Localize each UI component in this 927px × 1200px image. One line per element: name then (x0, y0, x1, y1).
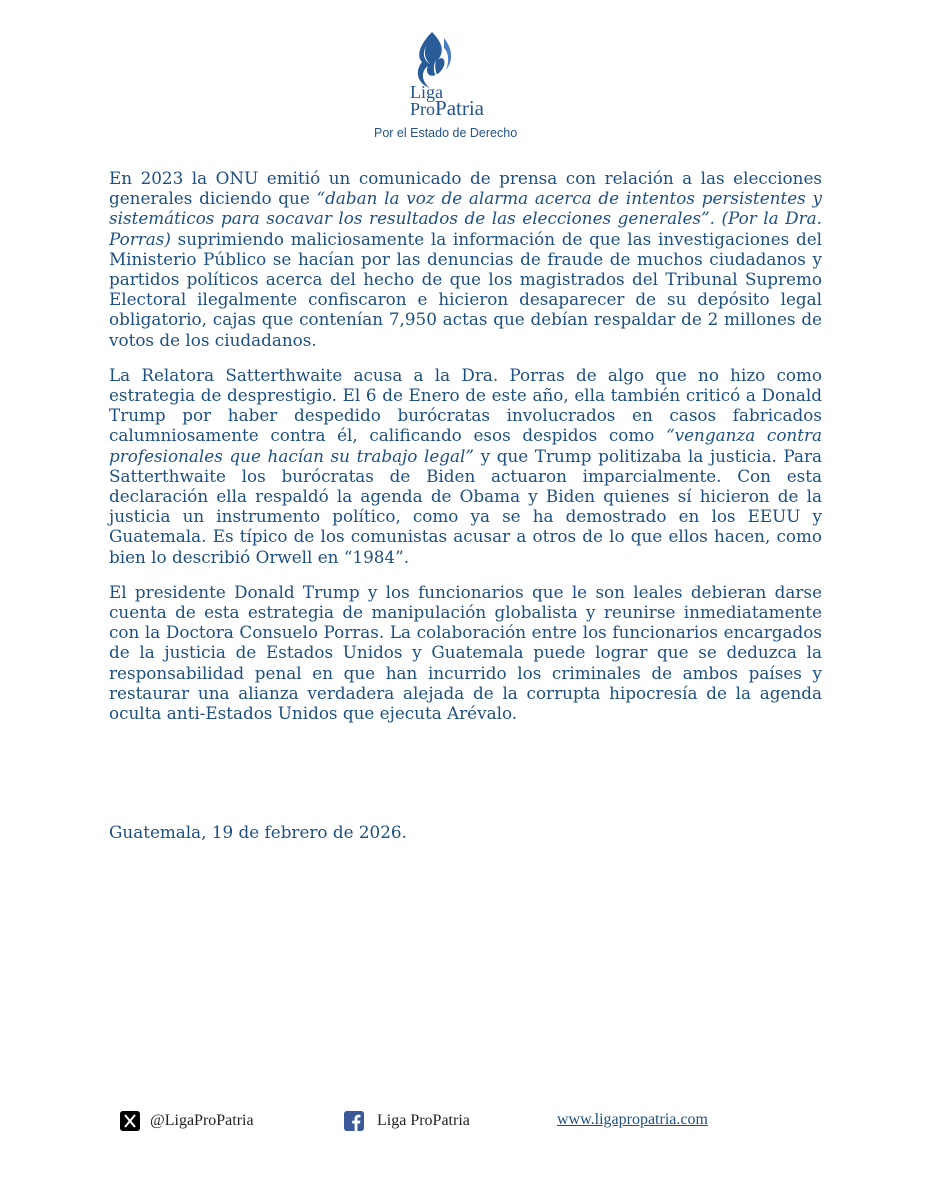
paragraph-2-quote: “venganza contra profesionales que hacían su trabajo legal” (109, 425, 823, 466)
footer (0, 1108, 927, 1138)
logo-propatria (410, 96, 484, 120)
document-body (109, 168, 822, 738)
paragraph-1-text-a: En 2023 la ONU emitió un comunicado de prensa con relación a las elecciones generales diciendo que (109, 168, 822, 209)
paragraph-2 (109, 365, 822, 567)
x-handle: @LigaProPatria (150, 1112, 254, 1129)
footer-website-link[interactable] (557, 1111, 708, 1129)
facebook-name: Liga ProPatria (377, 1112, 470, 1129)
logo (368, 30, 528, 148)
paragraph-1-quote: “daban la voz de alarma acerca de intentos persistentes y sistemáticos para socavar los resultados de las elecciones generales”. (Por la Dra. Porras) (109, 188, 822, 249)
tagline: Por el Estado de Derecho (374, 126, 518, 140)
paragraph-1 (109, 168, 822, 350)
logo-wordmark (410, 82, 484, 120)
paragraph-3: El presidente Donald Trump y los funcionarios que le son leales debieran darse cuenta de esta estrategia de manipulación globalista y reunirse inmediatamente con la Doctora Consuelo Porras. La colaboración entre los funcionarios encargados de la justicia de Estados Unidos y Guatemala puede lograr que se deduzca la responsabilidad penal en que han incurrido los criminales de ambos países y restaurar una alianza verdadera alejada de la corrupta hipocresía de la agenda oculta anti-Estados Unidos que ejecuta Arévalo. (109, 581, 822, 724)
x-logo-icon (120, 1111, 140, 1131)
facebook-icon (344, 1111, 364, 1131)
date-line: Guatemala, 19 de febrero de 2026. (109, 822, 407, 842)
website-url[interactable]: www.ligapropatria.com (557, 1111, 708, 1128)
paragraph-2-text-a: La Relatora Satterthwaite acusa a la Dra. Porras de algo que no hizo como estrategia de desprestigio. El 6 de Enero de este año, ella también criticó a Donald Trump por haber despedido burócratas involucrados en casos fabricados calumniosamente contra él, calificando esos despidos como (109, 364, 822, 446)
logo-patria: Patria (435, 96, 484, 120)
footer-facebook-link[interactable] (344, 1111, 470, 1131)
logo-liga: Liga (410, 82, 443, 102)
logo-pro: Pro (410, 99, 436, 119)
paragraph-2-text-b: y que Trump politizaba la justicia. Para Satterthwaite los burócratas de Biden actuaron imparcialmente. Con esta declaración ella respaldó la agenda de Obama y Biden quienes sí hicieron de la justicia un instrumento político, como ya se ha demostrado en los EEUU y Guatemala. Es típico de los comunistas acusar a otros de lo que ellos hacen, como bien lo describió Orwell en “1984”. (109, 445, 823, 567)
paragraph-1-text-b: suprimiendo maliciosamente la información de que las investigaciones del Ministerio Público se hacían por las denuncias de fraude de muchos ciudadanos y partidos políticos acerca del hecho de que los magistrados del Tribunal Supremo Electoral ilegalmente confiscaron e hicieron desaparecer de su depósito legal obligatorio, cajas que contenían 7,950 actas que debían respaldar de 2 millones de votos de los ciudadanos. (109, 228, 822, 350)
footer-x-link[interactable] (120, 1111, 254, 1131)
